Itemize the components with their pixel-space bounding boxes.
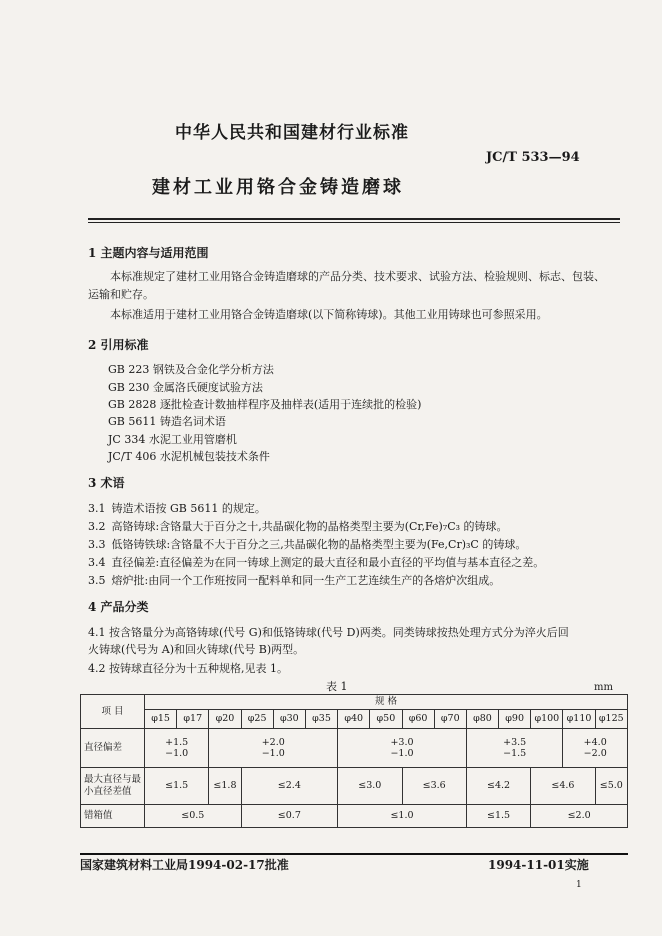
term-item [88, 500, 622, 516]
difference-cell: ≤2.4 [241, 768, 338, 805]
term-number: 3.1 [88, 502, 106, 515]
dev-minus: −1.0 [165, 747, 189, 759]
header-rule-thin [88, 222, 620, 223]
section-1-para-2: 本标准适用于建材工业用铬合金铸造磨球(以下简称铸球)。其他工业用铸球也可参照采用。 [110, 308, 548, 321]
standard-code: JC/T 533—94 [486, 150, 580, 165]
term-text: 低铬铸铁球:含铬量不大于百分之三,共晶碳化物的晶格类型主要为(Fe,Cr)₃C 的铸球。 [111, 538, 527, 551]
term-text: 铸造术语按 GB 5611 的规定。 [111, 502, 266, 515]
dev-minus: −2.0 [583, 747, 607, 759]
size-cell: φ20 [209, 710, 241, 729]
reference-item: GB 230 金属洛氏硬度试验方法 [108, 381, 263, 394]
term-item [88, 518, 622, 534]
section-3-heading: 3 术语 [88, 476, 125, 490]
section-4-para-42: 4.2 按铸球直径分为十五种规格,见表 1。 [88, 662, 288, 675]
footer-rule [80, 853, 628, 855]
reference-item: GB 5611 铸造名词术语 [108, 415, 226, 428]
size-cell: φ80 [466, 710, 498, 729]
deviation-cell [466, 729, 563, 768]
section-1-heading: 1 主题内容与适用范围 [88, 246, 209, 260]
deviation-cell [209, 729, 338, 768]
dev-plus: +2.0 [261, 736, 285, 748]
size-cell: φ90 [499, 710, 531, 729]
deviation-cell [145, 729, 209, 768]
mismatch-cell: ≤0.5 [145, 805, 242, 828]
reference-item: JC 334 水泥工业用管磨机 [108, 433, 237, 446]
table-caption: 表 1 [326, 680, 348, 693]
deviation-cell [563, 729, 628, 768]
row-label-line: 小直径差值 [84, 786, 132, 797]
size-cell: φ35 [305, 710, 337, 729]
document-title: 建材工业用铬合金铸造磨球 [152, 177, 404, 198]
reference-item: GB 2828 逐批检查计数抽样程序及抽样表(适用于连续批的检验) [108, 398, 422, 411]
term-item [88, 572, 622, 588]
term-number: 3.4 [88, 556, 106, 569]
size-cell: φ60 [402, 710, 434, 729]
reference-item: GB 223 钢铁及合金化学分析方法 [108, 363, 274, 376]
mismatch-cell: ≤1.5 [466, 805, 530, 828]
difference-cell: ≤3.6 [402, 768, 466, 805]
term-number: 3.2 [88, 520, 106, 533]
size-cell: φ70 [434, 710, 466, 729]
row-label: 直径偏差 [81, 729, 145, 768]
deviation-cell [338, 729, 467, 768]
dev-plus: +1.5 [165, 736, 189, 748]
section-1-para-1a: 本标准规定了建材工业用铬合金铸造磨球的产品分类、技术要求、试验方法、检验规则、标志、包装、 [110, 270, 605, 283]
size-cell: φ125 [595, 710, 627, 729]
dev-plus: +4.0 [583, 736, 607, 748]
effective-date: 1994-11-01实施 [488, 858, 589, 872]
dev-minus: −1.5 [503, 747, 527, 759]
spec-table [80, 694, 628, 828]
section-4-para-41a: 4.1 按含铬量分为高铬铸球(代号 G)和低铬铸球(代号 D)两类。同类铸球按热处理方式分为淬火后回 [88, 626, 569, 639]
term-item [88, 554, 622, 570]
size-cell: φ50 [370, 710, 402, 729]
size-cell: φ110 [563, 710, 595, 729]
mismatch-cell: ≤1.0 [338, 805, 467, 828]
dev-minus: −1.0 [390, 747, 414, 759]
issuing-org: 中华人民共和国建材行业标准 [175, 123, 409, 143]
term-text: 直径偏差:直径偏差为在同一铸球上测定的最大直径和最小直径的平均值与基本直径之差。 [111, 556, 545, 569]
spec-header: 规 格 [145, 695, 628, 710]
size-cell: φ40 [338, 710, 370, 729]
term-number: 3.3 [88, 538, 106, 551]
section-4-para-41b: 火铸球(代号为 A)和回火铸球(代号 B)两型。 [88, 643, 305, 656]
table-row-diameter-deviation [81, 729, 628, 768]
difference-cell: ≤1.8 [209, 768, 241, 805]
table-size-row [81, 710, 628, 729]
reference-item: JC/T 406 水泥机械包装技术条件 [108, 450, 270, 463]
page-number: 1 [576, 880, 582, 890]
mismatch-cell: ≤2.0 [531, 805, 628, 828]
section-2-heading: 2 引用标准 [88, 338, 149, 352]
item-header: 项 目 [81, 695, 145, 729]
row-label-line: 最大直径与最 [84, 774, 142, 785]
difference-cell: ≤1.5 [145, 768, 209, 805]
dev-plus: +3.0 [390, 736, 414, 748]
difference-cell: ≤4.6 [531, 768, 595, 805]
mismatch-cell: ≤0.7 [241, 805, 338, 828]
term-text: 高铬铸球:含铬量大于百分之十,共晶碳化物的晶格类型主要为(Cr,Fe)₇C₃ 的铸球。 [111, 520, 508, 533]
header-rule-thick [88, 218, 620, 220]
size-cell: φ15 [145, 710, 177, 729]
row-label [81, 768, 145, 805]
row-label: 错箱值 [81, 805, 145, 828]
dev-minus: −1.0 [261, 747, 285, 759]
table-row-mismatch [81, 805, 628, 828]
size-cell: φ30 [273, 710, 305, 729]
table-row-diameter-difference [81, 768, 628, 805]
dev-plus: +3.5 [503, 736, 527, 748]
difference-cell: ≤5.0 [595, 768, 627, 805]
section-1-para-1b: 运输和贮存。 [88, 288, 154, 301]
term-number: 3.5 [88, 574, 106, 587]
size-cell: φ17 [177, 710, 209, 729]
size-cell: φ100 [531, 710, 563, 729]
table-unit: mm [594, 682, 613, 693]
size-cell: φ25 [241, 710, 273, 729]
section-4-heading: 4 产品分类 [88, 600, 149, 614]
approval-line: 国家建筑材料工业局1994-02-17批准 [80, 858, 289, 872]
term-item [88, 536, 622, 552]
difference-cell: ≤3.0 [338, 768, 402, 805]
term-text: 熔炉批:由同一个工作班按同一配料单和同一生产工艺连续生产的各熔炉次组成。 [111, 574, 501, 587]
table-header-row [81, 695, 628, 710]
difference-cell: ≤4.2 [466, 768, 530, 805]
